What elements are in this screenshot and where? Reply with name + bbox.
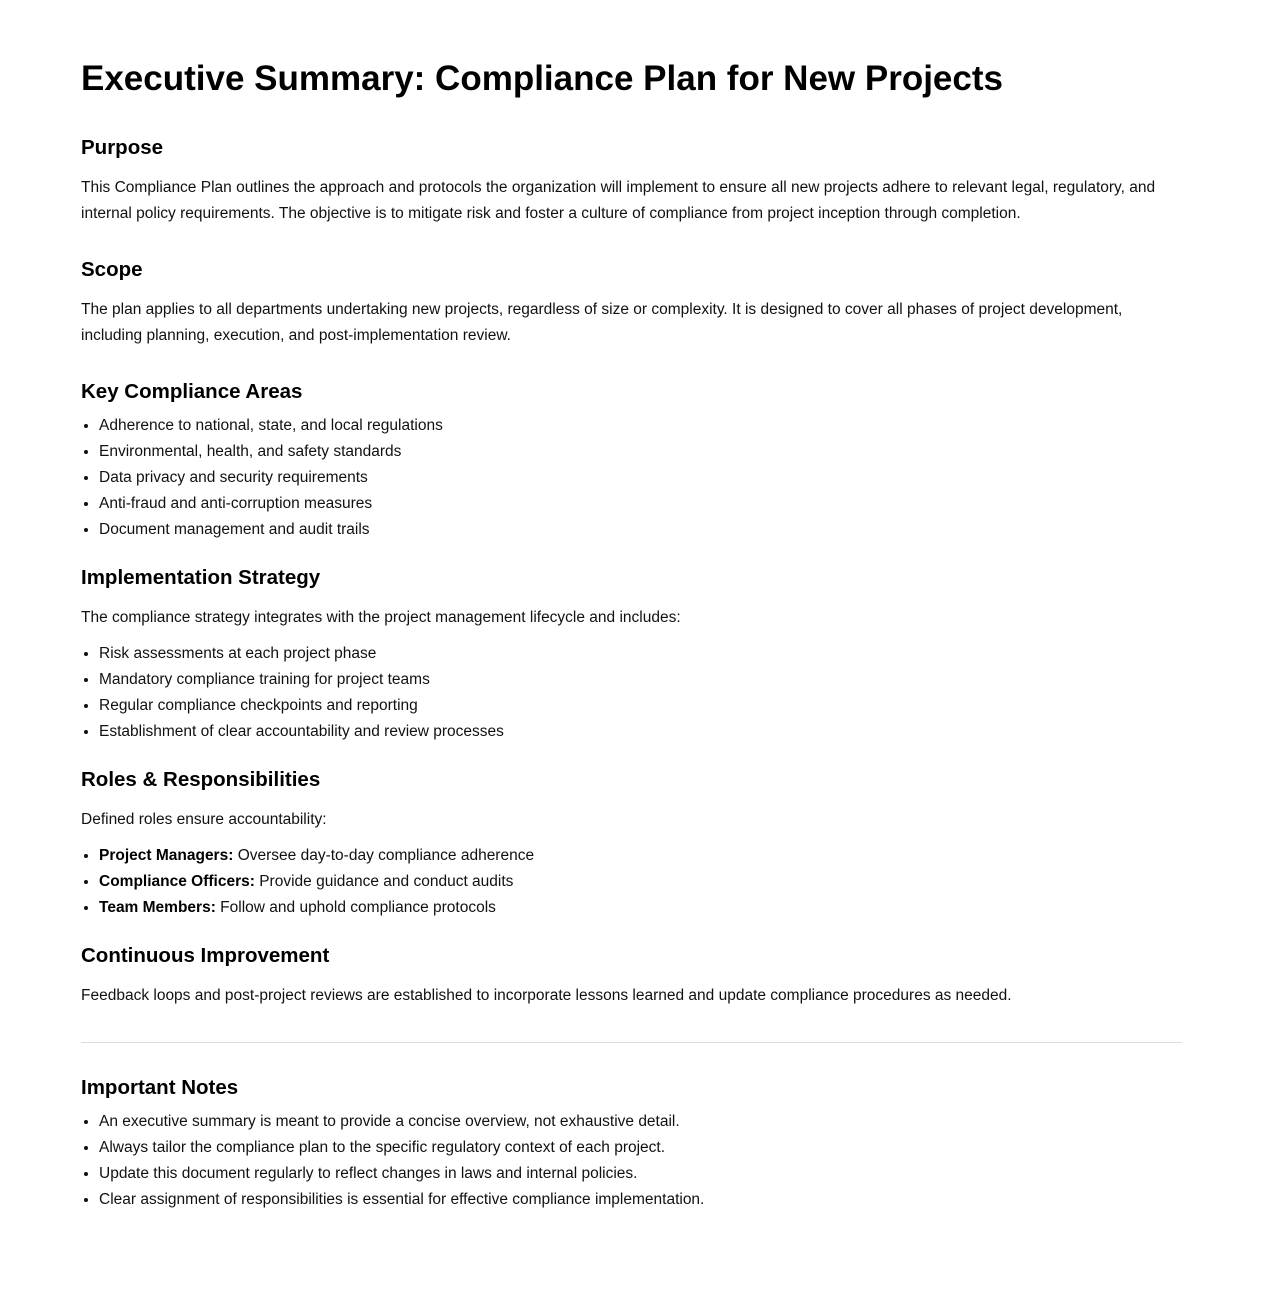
list-item: • Update this document regularly to reflect changes in laws and internal policies. [99,1161,1182,1187]
role-name: Team Members: [99,899,216,916]
list-item: • Establishment of clear accountability and review processes [99,719,1182,745]
purpose-section [81,135,1182,227]
notes-list [81,1109,1182,1213]
role-item [99,843,1182,869]
list-item: • Adherence to national, state, and local regulations [99,413,1182,439]
purpose-text: This Compliance Plan outlines the approach and protocols the organization will implement to ensure all new projects adhere to relevant legal, regulatory, and internal policy requirements. The objective is to mitigate risk and foster a culture of compliance from project inception through completion. [81,179,1156,222]
scope-section [81,257,1182,349]
scope-text: The plan applies to all departments undertaking new projects, regardless of size or complexity. It is designed to cover all phases of project development, including planning, execution, and post-implementation review. [81,301,1123,344]
notes-section [81,1075,1182,1213]
role-item [99,869,1182,895]
roles-intro: Defined roles ensure accountability: [81,811,327,828]
key-areas-heading: Key Compliance Areas [81,380,303,403]
role-name: Project Managers: [99,847,234,864]
notes-heading: Important Notes [81,1076,239,1099]
strategy-section [81,565,1182,745]
list-item: • An executive summary is meant to provide a concise overview, not exhaustive detail. [99,1109,1182,1135]
improvement-section [81,943,1182,1009]
document-page [81,0,1182,1213]
section-divider [81,1042,1182,1043]
role-description: Provide guidance and conduct audits [254,873,514,890]
scope-heading: Scope [81,258,143,281]
purpose-heading: Purpose [81,136,164,159]
roles-list [81,843,1182,921]
list-item: • Environmental, health, and safety standards [99,439,1182,465]
strategy-intro: The compliance strategy integrates with the project management lifecycle and includes: [81,609,681,626]
list-item: • Clear assignment of responsibilities is essential for effective compliance implementation. [99,1187,1182,1213]
improvement-heading: Continuous Improvement [81,944,330,967]
strategy-list [81,641,1182,745]
role-name: Compliance Officers: [99,873,255,890]
page-title: Executive Summary: Compliance Plan for New Projects [81,59,1003,98]
improvement-text: Feedback loops and post-project reviews are established to incorporate lessons learned and update compliance procedures as needed. [81,987,1012,1004]
list-item: • Data privacy and security requirements [99,465,1182,491]
list-item: • Mandatory compliance training for project teams [99,667,1182,693]
list-item: • Document management and audit trails [99,517,1182,543]
roles-section [81,767,1182,921]
role-description: Follow and uphold compliance protocols [215,899,496,916]
list-item: • Anti-fraud and anti-corruption measures [99,491,1182,517]
roles-heading: Roles & Responsibilities [81,768,321,791]
role-description: Oversee day-to-day compliance adherence [233,847,535,864]
list-item: • Regular compliance checkpoints and reporting [99,693,1182,719]
list-item: • Always tailor the compliance plan to the specific regulatory context of each project. [99,1135,1182,1161]
role-item [99,895,1182,921]
key-areas-section [81,379,1182,543]
list-item: • Risk assessments at each project phase [99,641,1182,667]
strategy-heading: Implementation Strategy [81,566,321,589]
key-areas-list [81,413,1182,543]
